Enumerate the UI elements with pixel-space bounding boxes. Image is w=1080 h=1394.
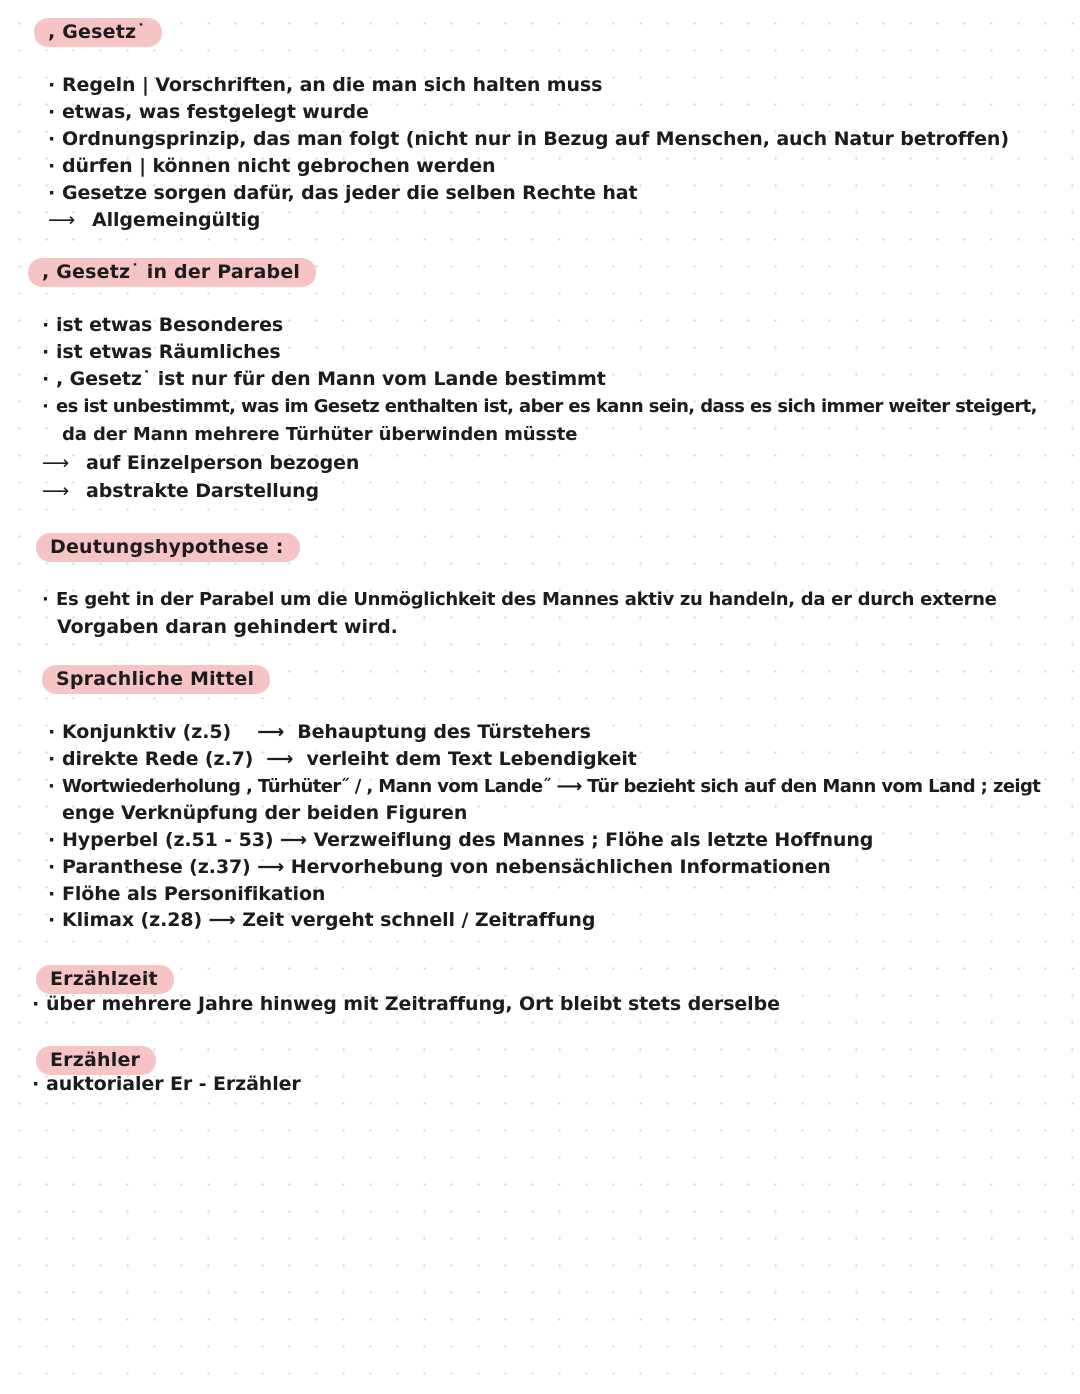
section-heading-gesetz: , Gesetz˙ <box>34 18 162 47</box>
section-heading-erzaehler: Erzähler <box>36 1046 156 1075</box>
bullet-icon: · <box>48 74 56 96</box>
bullet-icon: · <box>32 1073 40 1095</box>
list-item: · es ist unbestimmt, was im Gesetz enthalten ist, aber es kann sein, dass es sich immer weiter steigert, <box>42 393 1037 420</box>
bullet-icon: · <box>42 314 50 336</box>
list-item: · Konjunktiv (z.5) ⟶ Behauptung des Türstehers <box>48 719 591 746</box>
section-heading-gesetz-parabel: , Gesetz˙ in der Parabel <box>28 258 316 287</box>
bullet-icon: · <box>42 368 50 390</box>
list-item: · , Gesetz˙ ist nur für den Mann vom Lande bestimmt <box>42 366 606 393</box>
list-item: · ist etwas Räumliches <box>42 339 281 366</box>
section-heading-sprachliche-mittel: Sprachliche Mittel <box>42 665 270 694</box>
bullet-icon: · <box>48 721 56 743</box>
list-item: · Hyperbel (z.51 - 53) ⟶ Verzweiflung des Mannes ; Flöhe als letzte Hoffnung <box>48 827 873 854</box>
list-item: · über mehrere Jahre hinweg mit Zeitraffung, Ort bleibt stets derselbe <box>32 991 780 1018</box>
list-item-continuation: enge Verknüpfung der beiden Figuren <box>62 802 468 824</box>
bullet-icon: · <box>48 829 56 851</box>
arrow-item: ⟶ auf Einzelperson bezogen <box>42 450 359 477</box>
arrow-right-icon: ⟶ <box>48 209 76 231</box>
bullet-icon: · <box>42 589 49 610</box>
bullet-icon: · <box>32 993 40 1015</box>
list-item: · dürfen | können nicht gebrochen werden <box>48 153 495 180</box>
list-item: · Es geht in der Parabel um die Unmöglichkeit des Mannes aktiv zu handeln, da er durch externe <box>42 586 997 613</box>
arrow-item: ⟶ Allgemeingültig <box>48 207 260 234</box>
bullet-icon: · <box>48 748 56 770</box>
list-item-continuation: da der Mann mehrere Türhüter überwinden müsste <box>62 424 578 445</box>
list-item: · Ordnungsprinzip, das man folgt (nicht nur in Bezug auf Menschen, auch Natur betroffen) <box>48 126 1009 153</box>
bullet-icon: · <box>48 856 56 878</box>
list-item: · Regeln | Vorschriften, an die man sich halten muss <box>48 72 602 99</box>
list-item-continuation: Vorgaben daran gehindert wird. <box>57 616 398 638</box>
bullet-icon: · <box>48 909 56 931</box>
bullet-icon: · <box>42 396 49 417</box>
bullet-icon: · <box>48 776 55 797</box>
section-heading-erzaehlzeit: Erzählzeit <box>36 965 174 994</box>
arrow-right-icon: ⟶ <box>42 480 70 502</box>
arrow-item: ⟶ abstrakte Darstellung <box>42 478 319 505</box>
bullet-icon: · <box>48 128 56 150</box>
bullet-icon: · <box>48 155 56 177</box>
list-item: · auktorialer Er - Erzähler <box>32 1071 301 1098</box>
list-item: · ist etwas Besonderes <box>42 312 283 339</box>
list-item: · Wortwiederholung , Türhüter˝ / , Mann vom Lande˝ ⟶ Tür bezieht sich auf den Mann vom Land ; zeigt <box>48 773 1040 800</box>
section-heading-deutungshypothese: Deutungshypothese : <box>36 533 300 562</box>
bullet-icon: · <box>48 883 56 905</box>
list-item: · etwas, was festgelegt wurde <box>48 99 369 126</box>
list-item: · Paranthese (z.37) ⟶ Hervorhebung von nebensächlichen Informationen <box>48 854 831 881</box>
bullet-icon: · <box>48 182 56 204</box>
bullet-icon: · <box>48 101 56 123</box>
arrow-right-icon: ⟶ <box>42 452 70 474</box>
list-item: · Flöhe als Personifikation <box>48 881 325 908</box>
list-item: · Gesetze sorgen dafür, das jeder die selben Rechte hat <box>48 180 638 207</box>
list-item: · Klimax (z.28) ⟶ Zeit vergeht schnell / Zeitraffung <box>48 907 595 934</box>
bullet-icon: · <box>42 341 50 363</box>
list-item: · direkte Rede (z.7) ⟶ verleiht dem Text Lebendigkeit <box>48 746 637 773</box>
